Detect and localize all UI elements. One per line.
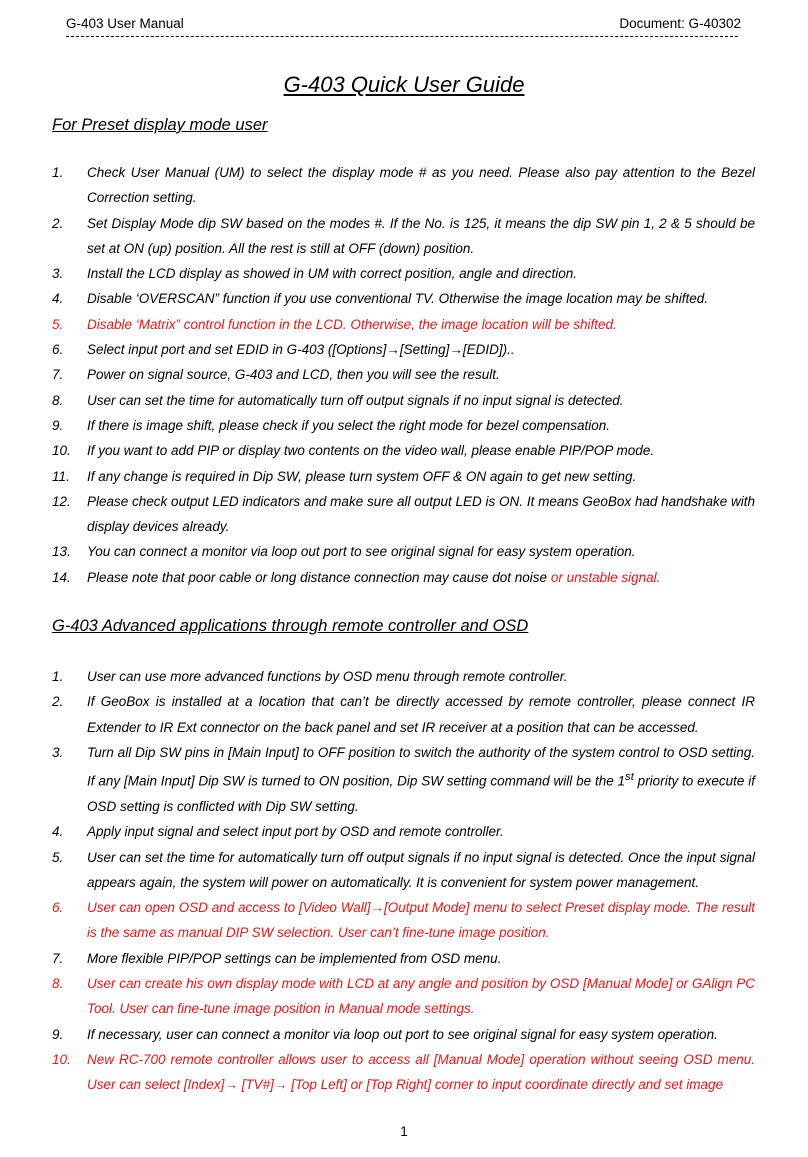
- list-item: [52, 565, 755, 590]
- item-number: 2.: [52, 694, 64, 710]
- list-item-highlighted: [52, 312, 755, 337]
- item-text: Power on signal source, G-403 and LCD, then you will see the result.: [87, 367, 500, 383]
- item-number: 3.: [52, 266, 64, 282]
- item-text: User can use more advanced functions by OSD menu through remote controller.: [87, 669, 568, 684]
- item-number: 1.: [52, 165, 64, 180]
- item-number: 8.: [52, 976, 64, 992]
- item-text: Install the LCD display as showed in UM with correct position, angle and direction.: [87, 266, 577, 282]
- item-text-continued: priority to execute if OSD setting is conflicted with Dip SW setting.: [87, 773, 755, 814]
- item-number: 9.: [52, 417, 64, 433]
- list-item: [52, 211, 755, 262]
- list-item: [52, 845, 755, 896]
- list-item: [52, 689, 755, 740]
- list-item-highlighted: [52, 1047, 755, 1098]
- item-text: User can set the time for automatically turn off output signals if no input signal is detected.: [87, 392, 624, 408]
- item-number: 12.: [52, 493, 71, 509]
- item-number: 2.: [52, 215, 64, 231]
- section-heading-preset: For Preset display mode user: [52, 116, 268, 134]
- list-item: [52, 413, 755, 438]
- list-item-highlighted: [52, 895, 755, 946]
- list-item: [52, 740, 755, 819]
- item-number: 6.: [52, 900, 64, 916]
- list-item: [52, 1022, 755, 1047]
- item-number: 10.: [52, 1051, 71, 1067]
- item-number: 10.: [52, 443, 71, 459]
- item-text-highlighted: or unstable signal.: [550, 569, 661, 585]
- item-number: 3.: [52, 744, 64, 760]
- item-number: 8.: [52, 392, 64, 408]
- list-item: [52, 464, 755, 489]
- list-item-highlighted: [52, 971, 755, 1022]
- item-number: 4.: [52, 824, 64, 840]
- header-manual-title: G-403 User Manual: [66, 16, 184, 31]
- list-item: [52, 539, 755, 564]
- item-text: If GeoBox is installed at a location that can’t be directly accessed by remote controller, please connect IR Extender to IR Ext connector on the back panel and set IR receiver at a position that can be accessed.: [87, 694, 755, 735]
- item-text: User can set the time for automatically turn off output signals if no input signal is detected. Once the input signal appears again, the system will power on automatically. It is convenient for system power management.: [87, 849, 755, 890]
- item-text: User can create his own display mode with LCD at any angle and position by OSD [Manual Mode] or GAlign PC Tool. User can fine-tune image position in Manual mode settings.: [87, 976, 755, 1017]
- item-number: 13.: [52, 544, 71, 560]
- superscript-st: st: [625, 771, 634, 784]
- list-item: [52, 819, 755, 844]
- header-document-number: Document: G-40302: [619, 16, 741, 31]
- item-number: 9.: [52, 1026, 64, 1042]
- item-text: You can connect a monitor via loop out port to see original signal for easy system operation.: [87, 544, 636, 560]
- item-text: Apply input signal and select input port by OSD and remote controller.: [87, 824, 504, 840]
- item-number: 5.: [52, 316, 64, 332]
- item-number: 5.: [52, 849, 64, 865]
- item-text: More flexible PIP/POP settings can be implemented from OSD menu.: [87, 950, 502, 966]
- list-item: [52, 664, 755, 689]
- list-item: [52, 946, 755, 971]
- item-text: If there is image shift, please check if you select the right mode for bezel compensation.: [87, 417, 611, 433]
- item-text: Disable ‘Matrix” control function in the LCD. Otherwise, the image location will be shifted.: [87, 316, 617, 332]
- item-number: 6.: [52, 342, 64, 358]
- item-text: If necessary, user can connect a monitor via loop out port to see original signal for easy system operation.: [87, 1026, 718, 1042]
- item-text: Set Display Mode dip SW based on the modes #. If the No. is 125, it means the dip SW pin 1, 2 & 5 should be set at ON (up) position. All the rest is still at OFF (down) position.: [87, 215, 755, 256]
- item-text: Turn all Dip SW pins in [Main Input] to OFF position to switch the authority of the system control to OSD setting. If any [Main Input] Dip SW is turned to ON position, Dip SW setting command will be the 1: [87, 744, 755, 789]
- list-item: [52, 388, 755, 413]
- item-number: 14.: [52, 569, 71, 585]
- advanced-steps-list: [52, 664, 755, 1098]
- item-number: 7.: [52, 367, 64, 383]
- item-text: If you want to add PIP or display two contents on the video wall, please enable PIP/POP mode.: [87, 443, 655, 459]
- item-text: If any change is required in Dip SW, please turn system OFF & ON again to get new setting.: [87, 468, 637, 484]
- page-number: 1: [400, 1124, 408, 1139]
- item-text: Please note that poor cable or long distance connection may cause dot noise: [87, 569, 548, 585]
- list-item: [52, 438, 755, 463]
- item-text: Check User Manual (UM) to select the display mode # as you need. Please also pay attention to the Bezel Correction setting.: [87, 165, 755, 206]
- item-text: Please check output LED indicators and make sure all output LED is ON. It means GeoBox had handshake with display devices already.: [87, 493, 755, 535]
- page-title: G-403 Quick User Guide: [283, 72, 525, 97]
- list-item: [52, 337, 755, 362]
- section-heading-advanced: G-403 Advanced applications through remote controller and OSD: [52, 617, 529, 635]
- item-number: 4.: [52, 291, 64, 307]
- item-number: 7.: [52, 950, 64, 966]
- list-item: [52, 489, 755, 540]
- item-text: New RC-700 remote controller allows user to access all [Manual Mode] operation without seeing OSD menu. User can select [Index]→ [TV#]→ [Top Left] or [Top Right] corner to input coordinate directly and set image: [87, 1051, 755, 1093]
- list-item: [52, 286, 755, 311]
- list-item: [52, 261, 755, 286]
- list-item: [52, 160, 755, 211]
- header-divider: [66, 36, 738, 37]
- item-text: User can open OSD and access to [Video Wall]→[Output Mode] menu to select Preset display mode. The result is the same as manual DIP SW selection. User can’t fine-tune image position.: [87, 900, 755, 941]
- item-text: Select input port and set EDID in G-403 ([Options]→[Setting]→[EDID])..: [87, 342, 515, 358]
- item-text: Disable ‘OVERSCAN” function if you use conventional TV. Otherwise the image location may be shifted.: [87, 291, 709, 307]
- item-number: 1.: [52, 669, 64, 684]
- list-item: [52, 362, 755, 387]
- preset-steps-list: [52, 160, 755, 590]
- item-number: 11.: [52, 468, 70, 484]
